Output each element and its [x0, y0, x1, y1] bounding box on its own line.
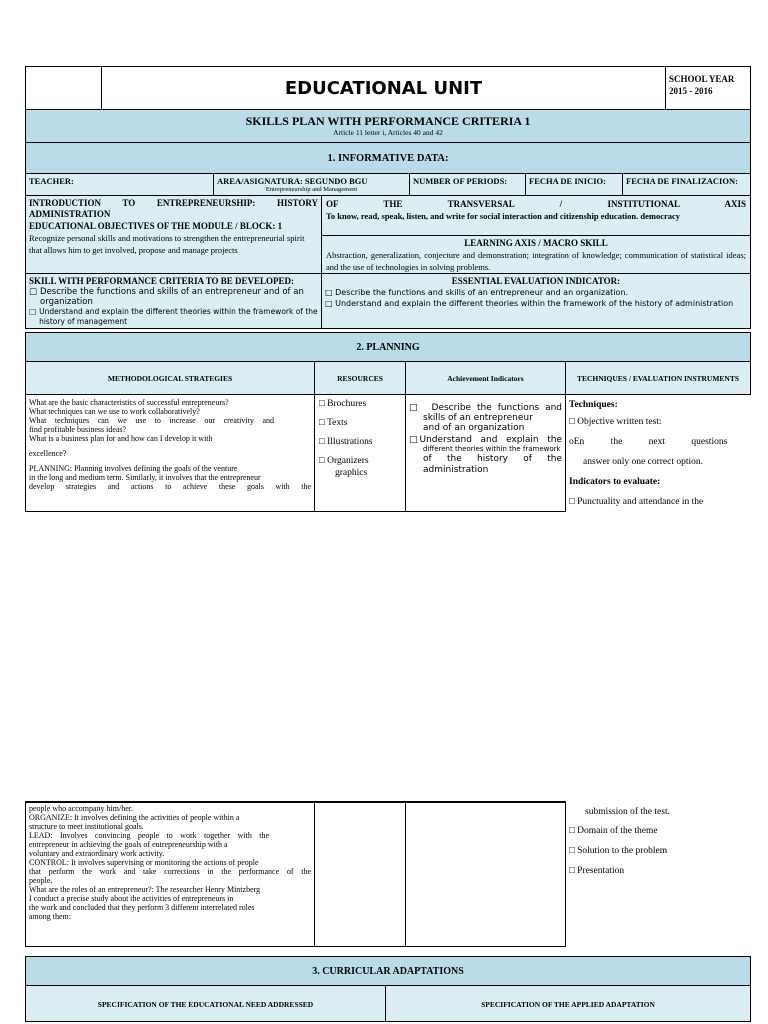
checkbox-icon: □: [569, 866, 575, 876]
resource-item: □ Illustrations: [319, 437, 373, 447]
resource-item: graphics: [335, 468, 368, 478]
checkbox-icon: □: [569, 497, 575, 507]
achievement-line: administration: [423, 465, 489, 475]
strategy-line: entrepreneur in achieving the goals of entrepreneurship with a: [29, 840, 228, 849]
col-achievement: Achievement Indicators: [405, 361, 566, 395]
resource-item: □ Texts: [319, 418, 348, 428]
indicator-label: ESSENTIAL EVALUATION INDICATOR:: [451, 276, 621, 286]
resources-cell: [314, 394, 406, 512]
achievement-line: and of an organization: [423, 423, 525, 433]
school-year-label: SCHOOL YEAR: [669, 74, 735, 84]
learning-axis-label: LEARNING AXIS / MACRO SKILL: [464, 238, 608, 248]
end-date-cell: FECHA DE FINALIZACION:: [622, 173, 751, 196]
checkbox-icon: □: [325, 299, 333, 308]
strategy-line: What techniques can we use to work collaboratively?: [29, 407, 200, 416]
col-techniques: TECHNIQUES / EVALUATION INSTRUMENTS: [565, 361, 751, 395]
strategy-line: find profitable business ideas?: [29, 425, 127, 434]
periods-cell: NUMBER OF PERIODS:: [409, 173, 526, 196]
strategy-line: people who accompany him/her.: [29, 804, 133, 813]
techniques-cell-continued: [567, 801, 751, 947]
skills-plan-banner: [25, 109, 751, 143]
resources-cell-continued: [314, 801, 406, 947]
skill-cell: [25, 273, 322, 329]
curricular-heading: 3. CURRICULAR ADAPTATIONS: [25, 956, 751, 986]
technique-item: □ Objective written test:: [569, 417, 662, 427]
strategy-line: voluntary and extraordinary work activity.: [29, 849, 165, 858]
checkbox-icon: □: [325, 288, 333, 297]
planning-heading: 2. PLANNING: [25, 332, 751, 362]
indicator-item: □ Solution to the problem: [569, 846, 668, 856]
strategies-cell-continued: [25, 801, 315, 947]
indicator-item: □ Presentation: [569, 866, 625, 876]
achievement-item: □ Describe the functions and: [409, 403, 562, 413]
area-label: AREA/ASIGNATURA: SEGUNDO BGU: [217, 176, 368, 186]
col-educational-need: SPECIFICATION OF THE EDUCATIONAL NEED ADDRESSED: [25, 985, 386, 1022]
strategy-line: What is a business plan for and how can I develop it with: [29, 434, 213, 443]
indicator-item: □ Describe the functions and skills of an entrepreneur and an organization.: [325, 288, 628, 297]
objectives-text: Recognize personal skills and motivations to strengthen the entrepreneurial spirit that allows him to get involved, propose and manage projects: [29, 233, 305, 255]
achievement-cell-continued: [405, 801, 566, 947]
learning-axis-cell: [321, 235, 751, 274]
school-year-value: 2015 - 2016: [669, 86, 713, 96]
achievement-item: □ Understand and explain the: [409, 435, 562, 445]
strategy-line: that perform the work and take corrections in the performance of the: [29, 867, 311, 876]
checkbox-icon: □: [29, 287, 38, 297]
techniques-label: Techniques:: [569, 400, 618, 410]
col-applied-adaptation: SPECIFICATION OF THE APPLIED ADAPTATION: [385, 985, 751, 1022]
technique-item: answer only one correct option.: [583, 457, 704, 467]
strategy-line: LEAD: Involves convincing people to work together with the: [29, 831, 269, 840]
col-resources: RESOURCES: [314, 361, 406, 395]
transversal-label: OF THE TRANSVERSAL / INSTITUTIONAL AXIS: [326, 199, 746, 209]
strategy-line: develop strategies and actions to achieve these goals with the: [29, 482, 311, 491]
strategy-line: PLANNING: Planning involves defining the goals of the venture: [29, 464, 238, 473]
strategy-line: structure to meet institutional goals.: [29, 822, 144, 831]
learning-axis-text: Abstraction, generalization, conjecture and demonstration; integration of knowledge; communication of statistical ideas; and the use of technologies in solving problems.: [326, 250, 746, 272]
indicator-item: □ Punctuality and attendance in the: [569, 497, 704, 507]
checkbox-icon: □: [569, 417, 575, 427]
header-logo-cell: [25, 66, 102, 110]
achievement-line: of the history of the: [423, 454, 562, 464]
checkbox-icon: □: [319, 437, 325, 447]
page-title: EDUCATIONAL UNIT: [101, 66, 666, 110]
indicator-cell: [321, 273, 751, 329]
techniques-cell: [567, 396, 751, 512]
strategy-line: among them:: [29, 912, 71, 921]
strategy-line: What are the basic characteristics of successful entrepreneurs?: [29, 398, 229, 407]
resource-item: □ Brochures: [319, 399, 367, 409]
skill-label: SKILL WITH PERFORMANCE CRITERIA TO BE DEVELOPED:: [29, 276, 295, 286]
start-date-cell: FECHA DE INICIO:: [525, 173, 623, 196]
strategy-line: excellence?: [29, 449, 67, 458]
objectives-label: EDUCATIONAL OBJECTIVES OF THE MODULE / BLOCK: 1: [29, 221, 283, 231]
intro-title: INTRODUCTION TO ENTREPRENEURSHIP: HISTORY ADMINISTRATION: [29, 198, 318, 219]
indicator-item: □ Understand and explain the different theories within the framework of the history of administration: [325, 299, 734, 308]
indicators-label: Indicators to evaluate:: [569, 477, 661, 487]
teacher-cell: TEACHER:: [25, 173, 214, 196]
col-strategies: METHODOLOGICAL STRATEGIES: [25, 361, 315, 395]
strategy-line: CONTROL: It involves supervising or monitoring the actions of people: [29, 858, 259, 867]
strategy-line: What are the roles of an entrepreneur?: The researcher Henry Mintzberg: [29, 885, 261, 894]
achievement-line: skills of an entrepreneur: [423, 413, 533, 423]
checkbox-icon: □: [319, 399, 325, 409]
skills-plan-title: SKILLS PLAN WITH PERFORMANCE CRITERIA 1: [245, 114, 531, 128]
informative-heading: 1. INFORMATIVE DATA:: [25, 142, 751, 174]
checkbox-icon: □: [29, 307, 37, 316]
strategy-line: I conduct a precise study about the activities of entrepreneurs in: [29, 894, 234, 903]
transversal-text: To know, read, speak, listen, and write for social interaction and citizenship education. democracy: [326, 211, 681, 221]
skill-item: □ Describe the functions and skills of an entrepreneur and of an organization: [29, 287, 304, 307]
area-sub: Entrepreneurship and Management: [265, 186, 358, 193]
checkbox-icon: □: [319, 456, 325, 466]
indicator-item: □ Domain of the theme: [569, 826, 658, 836]
achievement-cell: [405, 394, 566, 512]
indicator-item: submission of the test.: [585, 807, 670, 817]
checkbox-icon: □: [569, 826, 575, 836]
objectives-cell: [25, 195, 322, 274]
strategy-line: people.: [29, 876, 53, 885]
checkbox-icon: □: [409, 403, 418, 413]
area-cell: [213, 173, 410, 196]
strategy-line: the work and concluded that they perform 3 different interrelated roles: [29, 903, 255, 912]
strategy-line: ORGANIZE: It involves defining the activities of people within a: [29, 813, 240, 822]
transversal-cell: [321, 195, 751, 236]
skills-plan-subtitle: Article 11 letter i, Articles 40 and 42: [333, 128, 443, 137]
technique-item: oEn the next questions: [569, 437, 728, 447]
checkbox-icon: □: [569, 846, 575, 856]
achievement-line: different theories within the framework: [423, 445, 561, 453]
checkbox-icon: □: [319, 418, 325, 428]
strategy-line: What techniques can we use to increase our creativity and: [29, 416, 274, 425]
resource-item: □ Organizers: [319, 456, 369, 466]
skill-item: □ Understand and explain the different theories within the framework of the history of management: [29, 307, 318, 326]
school-year-cell: [665, 66, 751, 110]
checkbox-icon: □: [409, 435, 418, 445]
strategies-cell: [25, 394, 315, 512]
strategy-line: in the long and medium term. Similarly, it involves that the entrepreneur: [29, 473, 261, 482]
